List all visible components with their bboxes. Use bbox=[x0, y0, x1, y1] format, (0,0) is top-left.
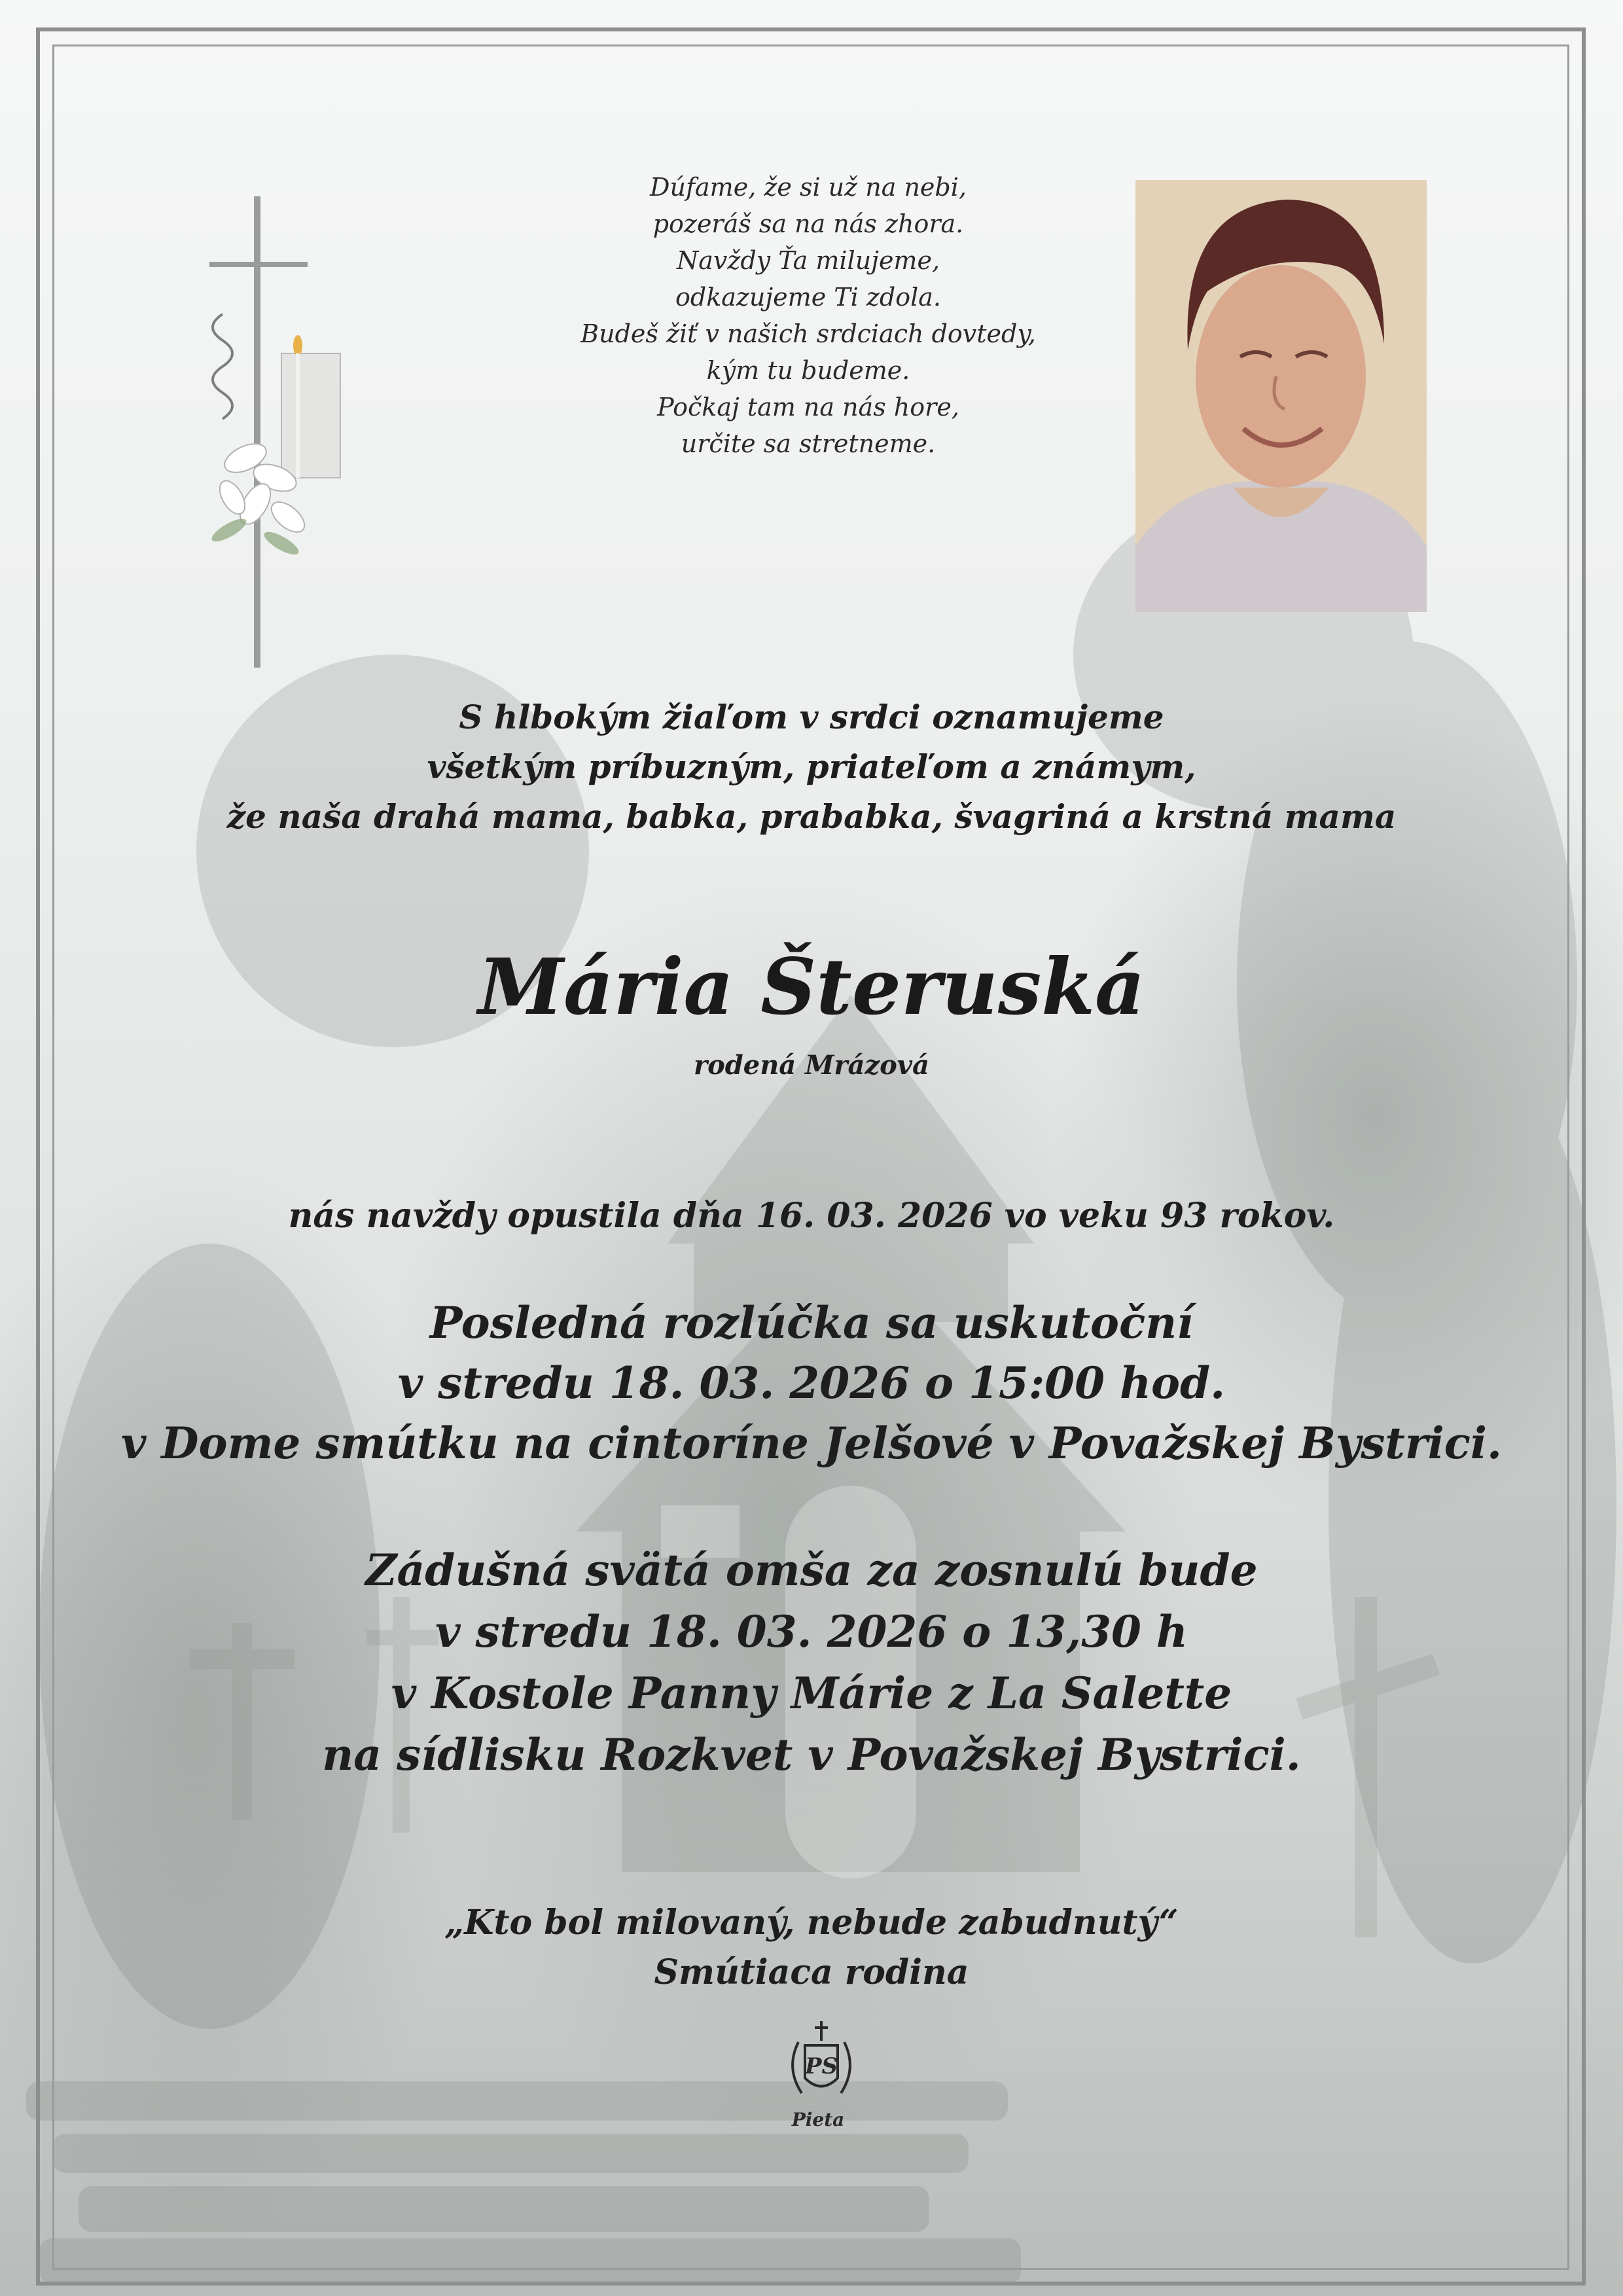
poem-line: Dúfame, že si už na nebi, bbox=[650, 173, 967, 202]
poem-line: pozeráš sa na nás zhora. bbox=[652, 209, 964, 238]
closing-block bbox=[164, 1898, 1459, 1998]
cross-lily-candle-icon bbox=[183, 190, 366, 687]
announcement-text bbox=[164, 692, 1459, 842]
farewell-line: Posledná rozlúčka sa uskutoční bbox=[429, 1297, 1194, 1348]
death-notice: nás navždy opustila dňa 16. 03. 2026 vo veku 93 rokov. bbox=[288, 1196, 1335, 1236]
closing-quote: „Kto bol milovaný, nebude zabudnutý“ bbox=[444, 1903, 1179, 1943]
memorial-poem bbox=[497, 169, 1119, 462]
pieta-logo-icon bbox=[779, 2016, 864, 2114]
deceased-name: Mária Šteruská bbox=[478, 941, 1145, 1032]
portrait-icon bbox=[1135, 180, 1427, 612]
portrait-photo bbox=[1135, 180, 1427, 612]
poem-line: Počkaj tam na nás hore, bbox=[657, 393, 959, 422]
mass-line: na sídlisku Rozkvet v Považskej Bystrici. bbox=[322, 1729, 1301, 1780]
poem-line: určite sa stretneme. bbox=[681, 429, 936, 458]
poem-line: odkazujeme Ti zdola. bbox=[675, 283, 941, 312]
poem-line: Budeš žiť v našich srdciach dovtedy, bbox=[580, 319, 1036, 348]
family-signature: Smútiaca rodina bbox=[654, 1952, 969, 1992]
funeral-farewell-info bbox=[118, 1293, 1505, 1473]
mass-line: v Kostole Panny Márie z La Salette bbox=[391, 1668, 1232, 1719]
announcement-line: že naša drahá mama, babka, prababka, švagriná a krstná mama bbox=[226, 797, 1397, 836]
poem-line: kým tu budeme. bbox=[706, 356, 910, 385]
announcement-line: všetkým príbuzným, priateľom a známym, bbox=[427, 747, 1196, 786]
logo-text: Pieta bbox=[791, 2109, 845, 2130]
maiden-name: rodená Mrázová bbox=[694, 1050, 929, 1081]
farewell-line: v stredu 18. 03. 2026 o 15:00 hod. bbox=[397, 1357, 1226, 1408]
mass-line: v stredu 18. 03. 2026 o 13,30 h bbox=[435, 1606, 1188, 1657]
logo-monogram: PS bbox=[804, 2053, 838, 2079]
announcement-line: S hlbokým žiaľom v srdci oznamujeme bbox=[459, 698, 1164, 736]
mass-line: Zádušná svätá omša za zosnulú bude bbox=[365, 1545, 1258, 1596]
memorial-mass-info bbox=[118, 1539, 1505, 1785]
farewell-line: v Dome smútku na cintoríne Jelšové v Považskej Bystrici. bbox=[120, 1418, 1502, 1469]
poem-line: Navždy Ťa milujeme, bbox=[676, 246, 940, 275]
